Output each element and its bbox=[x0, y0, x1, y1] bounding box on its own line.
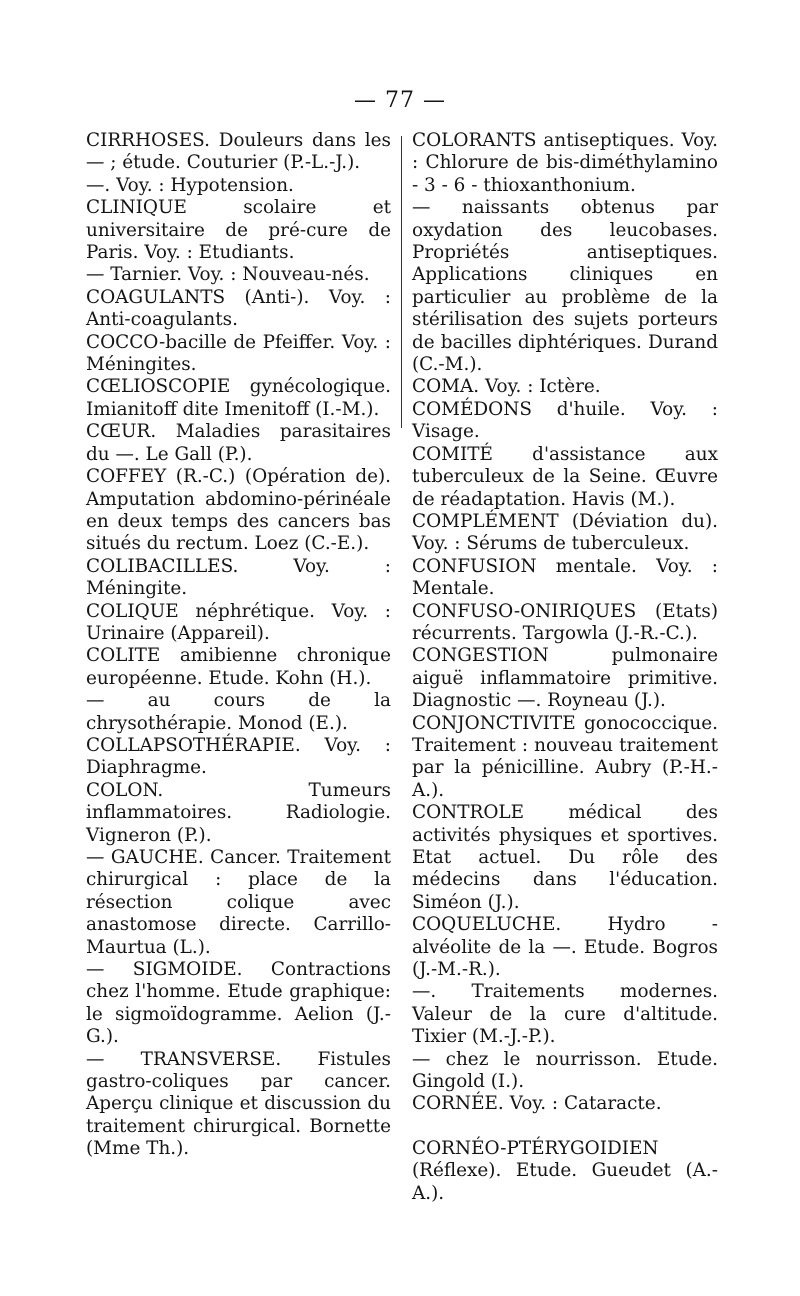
index-entry: CŒLIOSCOPIE gynécologique. Imianitoff dite Imenitoff (I.-M.). bbox=[86, 376, 391, 420]
index-entry: — naissants obtenus par oxydation des leucobases. Propriétés antiseptiques. Applications cliniques en particulier au problème de la stérilisation des sujets porteurs de bacilles diphtériques. Durand (C.-M.). bbox=[412, 197, 718, 376]
index-entry: COMÉDONS d'huile. Voy. : Visage. bbox=[412, 398, 718, 443]
index-entry: CIRRHOSES. Douleurs dans les — ; étude. Couturier (P.-L.-J.). bbox=[86, 130, 391, 174]
index-entry: COLITE amibienne chronique européenne. Etude. Kohn (H.). bbox=[86, 645, 391, 689]
index-entry: COAGULANTS (Anti-). Voy. : Anti-coagulants. bbox=[86, 286, 391, 331]
index-entry: — au cours de la chrysothérapie. Monod (E.). bbox=[86, 690, 391, 734]
index-entry: — TRANSVERSE. Fistules gastro-coliques par cancer. Aperçu clinique et discussion du traitement chirurgical. Bornette (Mme Th.). bbox=[86, 1048, 391, 1160]
right-column bbox=[412, 130, 718, 1205]
index-entry: CONJONCTIVITE gonococcique. Traitement : nouveau traitement par la pénicilline. Aubry (P.-H.-A.). bbox=[412, 712, 718, 801]
index-entry: CONGESTION pulmonaire aiguë inflammatoire primitive. Diagnostic —. Royneau (J.). bbox=[412, 645, 718, 712]
index-entry: CONFUSION mentale. Voy. : Mentale. bbox=[412, 555, 718, 600]
index-entry: CONFUSO-ONIRIQUES (Etats) récurrents. Targowla (J.-R.-C.). bbox=[412, 600, 718, 644]
index-entry: COLLAPSOTHÉRAPIE. Voy. : Diaphragme. bbox=[86, 734, 391, 779]
index-entry: — Tarnier. Voy. : Nouveau-nés. bbox=[86, 264, 370, 286]
index-entry: CŒUR. Maladies parasitaires du —. Le Gall (P.). bbox=[86, 421, 391, 465]
index-entry: CORNÉO-PTÉRYGOIDIEN (Réflexe). Etude. Gueudet (A.-A.). bbox=[412, 1137, 718, 1204]
index-entry: COFFEY (R.-C.) (Opération de). Amputation abdomino-périnéale en deux temps des cancers bas situés du rectum. Loez (C.-E.). bbox=[86, 466, 391, 555]
index-entry: CONTROLE médical des activités physiques et sportives. Etat actuel. Du rôle des médecins dans l'éducation. Siméon (J.). bbox=[412, 802, 718, 913]
index-entry: — GAUCHE. Cancer. Traitement chirurgical : place de la résection colique avec anastomose directe. Carrillo-Maurtua (L.). bbox=[86, 847, 391, 958]
index-entry: COLIQUE néphrétique. Voy. : Urinaire (Appareil). bbox=[86, 600, 391, 644]
left-column bbox=[86, 130, 391, 1161]
index-entry: —. Traitements modernes. Valeur de la cure d'altitude. Tixier (M.-J.-P.). bbox=[412, 981, 718, 1048]
page-number: — 77 — bbox=[354, 88, 446, 113]
index-entry: —. Voy. : Hypotension. bbox=[86, 174, 294, 196]
index-entry: COMA. Voy. : Ictère. bbox=[412, 376, 601, 398]
index-entry: COLIBACILLES. Voy. : Méningite. bbox=[86, 555, 391, 600]
index-entry: — chez le nourrisson. Etude. Gingold (I.). bbox=[412, 1048, 718, 1093]
index-entry: CORNÉE. Voy. : Cataracte. bbox=[412, 1093, 662, 1115]
index-entry: COMPLÉMENT (Déviation du). Voy. : Sérums de tuberculeux. bbox=[412, 510, 718, 555]
index-entry: COQUELUCHE. Hydro - alvéolite de la —. Etude. Bogros (J.-M.-R.). bbox=[412, 914, 718, 981]
index-entry: COCCO-bacille de Pfeiffer. Voy. : Méningites. bbox=[86, 331, 391, 376]
column-divider bbox=[401, 136, 402, 428]
index-entry: CLINIQUE scolaire et universitaire de pré-cure de Paris. Voy. : Etudiants. bbox=[86, 197, 391, 264]
index-entry: COLORANTS antiseptiques. Voy. : Chlorure de bis-diméthylamino - 3 - 6 - thioxanthonium. bbox=[412, 130, 718, 196]
index-entry: — SIGMOIDE. Contractions chez l'homme. Etude graphique: le sigmoïdogramme. Aelion (J.-G.). bbox=[86, 959, 391, 1048]
index-entry: COMITÉ d'assistance aux tuberculeux de la Seine. Œuvre de réadaptation. Havis (M.). bbox=[412, 443, 718, 510]
index-entry: COLON. Tumeurs inflammatoires. Radiologie. Vigneron (P.). bbox=[86, 779, 391, 846]
